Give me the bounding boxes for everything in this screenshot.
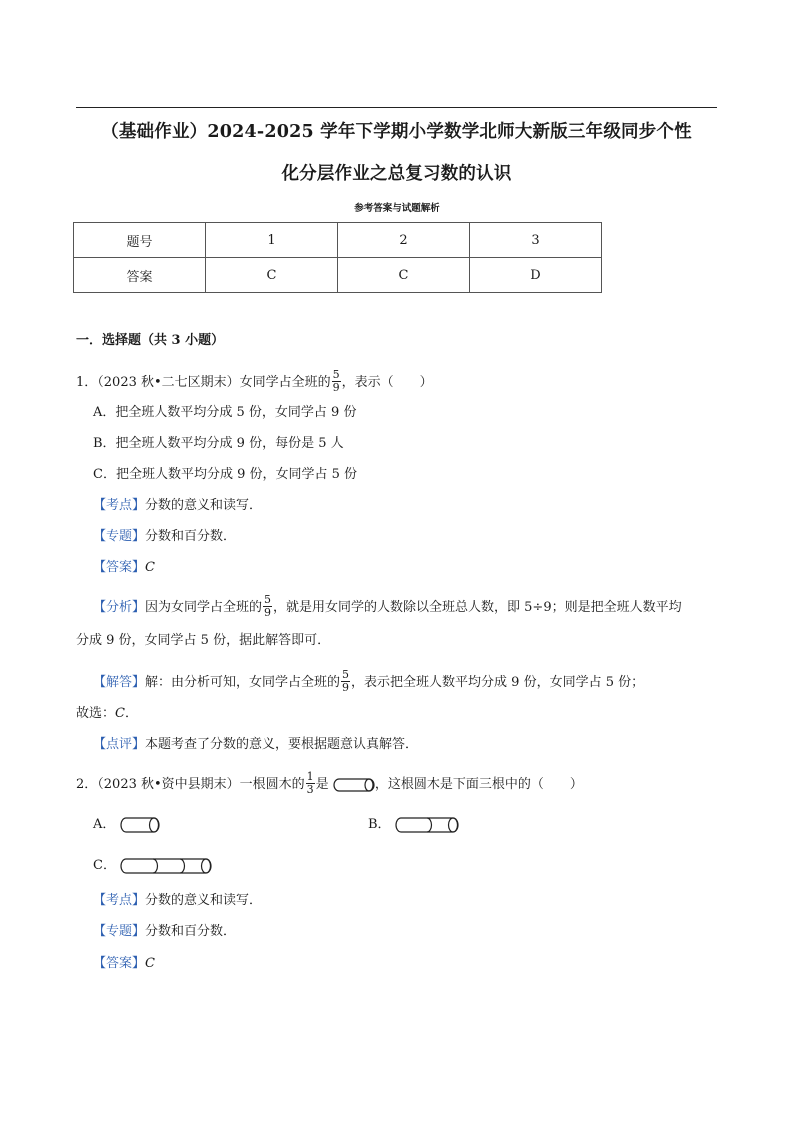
q2-daan <box>93 954 155 974</box>
fraction-denominator: 9 <box>342 681 350 694</box>
kaodian-tag: 【考点】 <box>93 893 146 908</box>
q1-stem-pre: 1．（2023 秋•二七区期末）女同学占全班的 <box>76 375 331 390</box>
doc-title-line2: 化分层作业之总复习数的认识 <box>281 164 512 184</box>
q2-zhuanti <box>93 922 236 942</box>
jieda-post: ，表示把全班人数平均分成 9 份，女同学占 5 份； <box>351 675 645 690</box>
table-cell: 2 <box>338 223 470 258</box>
q1-dianping <box>93 735 418 755</box>
table-row <box>74 223 602 258</box>
jieda-fraction <box>341 669 350 694</box>
fenxi-post: ，就是用女同学的人数除以全班总人数，即 5÷9；则是把全班人数平均 <box>273 600 682 615</box>
header-rule <box>76 107 717 108</box>
kaodian-text: 分数的意义和读写． <box>145 893 263 908</box>
zhuanti-text: 分数和百分数． <box>145 924 237 939</box>
log-one-segment-icon <box>120 816 162 834</box>
section-heading: 一．选择题（共 3 小题） <box>76 333 225 348</box>
q1-jieda <box>93 670 644 695</box>
option-a-label: A． <box>93 817 116 832</box>
q1-stem-post: ，表示（ ） <box>341 375 433 390</box>
fraction-numerator: 5 <box>332 368 340 381</box>
table-cell: 3 <box>470 223 602 258</box>
zhuanti-tag: 【专题】 <box>93 529 146 544</box>
q2-stem-post: ，这根圆木是下面三根中的（ ） <box>374 777 583 792</box>
jieda-tag: 【解答】 <box>93 675 146 690</box>
fraction-denominator: 9 <box>332 381 340 394</box>
table-cell: C <box>338 258 470 293</box>
table-row <box>74 258 602 293</box>
q2-stem-mid: 是 <box>315 777 329 792</box>
q1-fenxi <box>93 595 682 620</box>
option-b-label: B． <box>368 817 391 832</box>
table-cell: 1 <box>206 223 338 258</box>
kaodian-tag: 【考点】 <box>93 498 146 513</box>
q1-fenxi-line2: 分成 9 份，女同学占 5 份，据此解答即可． <box>76 633 331 648</box>
q1-daan <box>93 558 155 578</box>
doc-title-line1: （基础作业）2024-2025 学年下学期小学数学北师大新版三年级同步个性 <box>101 122 692 142</box>
q2-option-b <box>368 815 461 835</box>
q1-guxuan: 故选：C． <box>76 706 138 721</box>
fraction-numerator: 5 <box>264 593 272 606</box>
fraction-numerator: 1 <box>306 770 314 783</box>
kaodian-text: 分数的意义和读写． <box>145 498 263 513</box>
daan-tag: 【答案】 <box>93 560 146 575</box>
q2-stem <box>76 772 583 797</box>
q2-kaodian <box>93 891 262 911</box>
jieda-pre: 解：由分析可知，女同学占全班的 <box>145 675 341 690</box>
log-three-segment-icon <box>120 857 214 875</box>
table-cell: C <box>206 258 338 293</box>
q1-option-c: C．把全班人数平均分成 9 份，女同学占 5 份 <box>93 467 358 482</box>
q1-kaodian <box>93 496 262 516</box>
q2-fraction <box>306 771 315 796</box>
q2-stem-pre: 2．（2023 秋•资中县期末）一根圆木的 <box>76 777 305 792</box>
table-cell: 答案 <box>74 258 206 293</box>
fraction-denominator: 3 <box>306 783 314 796</box>
fenxi-tag: 【分析】 <box>93 600 146 615</box>
dianping-text: 本题考查了分数的意义，要根据题意认真解答． <box>145 737 419 752</box>
answer-table <box>73 222 602 293</box>
q1-fraction <box>332 369 341 394</box>
q1-option-a: A．把全班人数平均分成 5 份，女同学占 9 份 <box>93 405 357 420</box>
table-cell: D <box>470 258 602 293</box>
daan-text: C <box>145 560 155 575</box>
guxuan-label: 故选： <box>76 706 116 721</box>
fraction-numerator: 5 <box>342 668 350 681</box>
fraction-denominator: 9 <box>264 606 272 619</box>
log-two-segment-icon <box>395 816 461 834</box>
daan-text: C <box>145 956 155 971</box>
doc-subtitle: 参考答案与试题解析 <box>354 203 440 214</box>
q1-option-b: B．把全班人数平均分成 9 份，每份是 5 人 <box>93 436 344 451</box>
zhuanti-tag: 【专题】 <box>93 924 146 939</box>
daan-tag: 【答案】 <box>93 956 146 971</box>
dianping-tag: 【点评】 <box>93 737 146 752</box>
fenxi-fraction <box>263 594 272 619</box>
fenxi-pre: 因为女同学占全班的 <box>145 600 263 615</box>
log-piece-icon <box>333 777 375 793</box>
q2-option-c <box>93 856 214 876</box>
guxuan-answer: C <box>115 706 125 721</box>
q1-zhuanti <box>93 527 236 547</box>
q2-option-a <box>93 815 162 835</box>
zhuanti-text: 分数和百分数． <box>145 529 237 544</box>
q1-stem <box>76 370 433 395</box>
table-cell: 题号 <box>74 223 206 258</box>
option-c-label: C． <box>93 858 116 873</box>
